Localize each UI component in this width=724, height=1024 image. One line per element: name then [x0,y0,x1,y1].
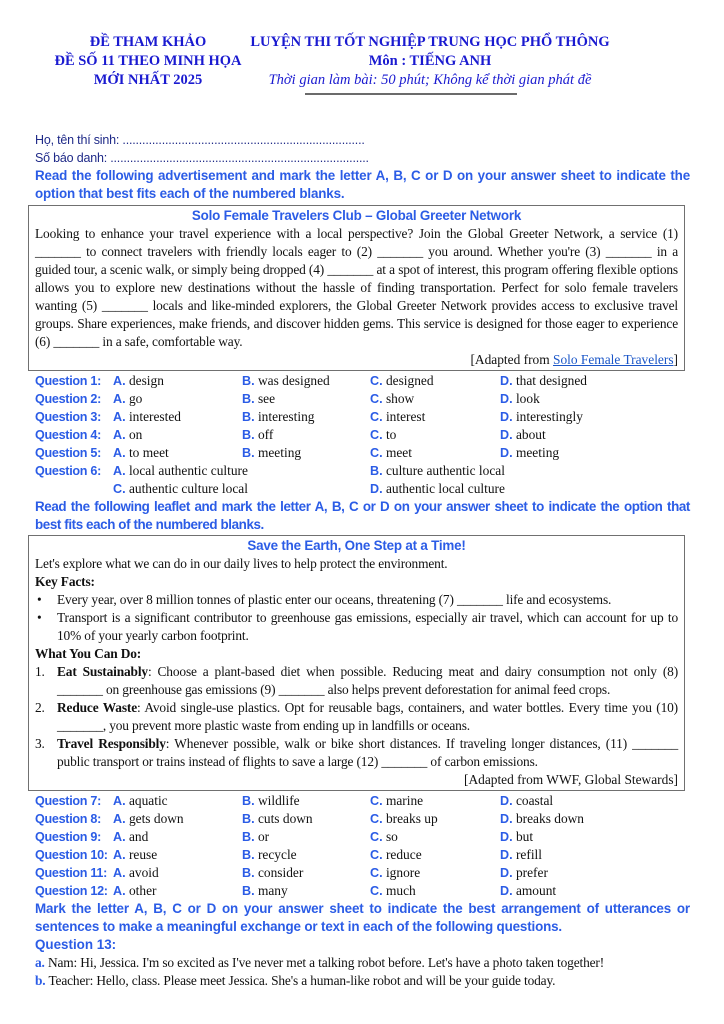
option-c[interactable]: C. show [370,391,415,406]
option-c[interactable]: C. ignore [370,865,421,880]
option-d[interactable]: D. interestingly [500,409,583,424]
option-c[interactable]: C. so [370,829,398,844]
section2-instruction: Read the following leaflet and mark the letter A, B, C or D on your answer sheet to indicate the option that best fits each of the numbered blanks. [35,499,690,532]
key-facts-list [35,591,678,645]
question-row: Question 7: A. aquatic B. wildlife C. marine D. coastal [35,793,554,808]
option-b[interactable]: B. many [242,883,288,898]
exam-type: ĐỀ THAM KHẢO [89,34,207,50]
exam-subject: Môn : TIẾNG ANH [368,53,492,69]
option-b[interactable]: B. wildlife [242,793,300,808]
option-c[interactable]: C. much [370,883,416,898]
option-d[interactable]: D. meeting [500,445,560,460]
section2-questions [35,792,690,900]
actions-heading: What You Can Do: [35,646,142,661]
header-divider [305,93,517,95]
option-a[interactable]: A. avoid [113,865,159,880]
leaflet-box [28,535,685,791]
option-a[interactable]: A. interested [113,409,182,424]
exam-header-left [48,33,248,90]
question-row: Question 6: A. local authentic culture B. culture authentic local [35,463,505,478]
question-row: Question 5: A. to meet B. meeting C. meet D. meeting [35,445,560,460]
option-a[interactable]: A. other [113,883,157,898]
section3-instruction: Mark the letter A, B, C or D on your answer sheet to indicate the best arrangement of utterances or sentences to make a meaningful exchange or text in each of the following questions. [35,901,690,934]
source-link[interactable]: Solo Female Travelers [553,352,674,367]
option-c[interactable]: C. marine [370,793,424,808]
option-b[interactable]: B. culture authentic local [370,463,505,478]
leaflet-intro: Let's explore what we can do in our daily lives to help protect the environment. [35,556,448,571]
key-fact-item: • Every year, over 8 million tonnes of plastic enter our oceans, threatening (7) _______ life and ecosystems. [37,592,612,607]
question-row: Question 11: A. avoid B. consider C. ignore D. prefer [35,865,548,880]
exam-title: LUYỆN THI TỐT NGHIỆP TRUNG HỌC PHỔ THÔNG [250,34,610,50]
actions-list [35,663,678,771]
option-a[interactable]: A. design [113,373,164,388]
option-c[interactable]: C. designed [370,373,434,388]
question-row: Question 9: A. and B. or C. so D. but [35,829,534,844]
candidate-name-field: Họ, tên thí sinh: .......................................................................... [35,133,365,147]
section1-questions [35,372,690,498]
option-c[interactable]: C. reduce [370,847,422,862]
option-c[interactable]: C. authentic culture local [113,481,248,496]
option-a[interactable]: A. reuse [113,847,158,862]
option-a[interactable]: A. go [113,391,143,406]
option-a[interactable]: A. local authentic culture [113,463,248,478]
key-fact-item: • Transport is a significant contributor to greenhouse gas emissions, especially air travel, which can account for up to 10% of your yearly carbon footprint. [37,610,678,643]
question-row: Question 2: A. go B. see C. show D. look [35,391,540,406]
option-b[interactable]: B. cuts down [242,811,313,826]
bullet-icon: • [37,610,42,625]
action-item: 2. Reduce Waste: Avoid single-use plastics. Opt for reusable bags, containers, and water bottles. Every time you (10) _______, you prevent more plastic waste from ending up in landfills or oceans. [35,700,678,733]
advertisement-source: [Adapted from Solo Female Travelers] [470,352,678,367]
option-b[interactable]: B. was designed [242,373,330,388]
option-d[interactable]: D. amount [500,883,557,898]
option-b[interactable]: B. interesting [242,409,315,424]
option-b[interactable]: B. recycle [242,847,297,862]
exam-number: ĐỀ SỐ 11 THEO MINH HỌA [54,53,242,69]
key-facts-heading: Key Facts: [35,574,95,589]
option-a[interactable]: A. aquatic [113,793,168,808]
question-row: Question 10: A. reuse B. recycle C. reduce D. refill [35,847,542,862]
option-d[interactable]: D. prefer [500,865,548,880]
option-c[interactable]: C. interest [370,409,426,424]
option-b[interactable]: B. or [242,829,270,844]
option-c[interactable]: C. breaks up [370,811,438,826]
question-row: Question 1: A. design B. was designed C. designed D. that designed [35,373,587,388]
leaflet-source: [Adapted from WWF, Global Stewards] [464,772,678,787]
action-item: 3. Travel Responsibly: Whenever possible, walk or bike short distances. If traveling longer distances, (11) _______ public transport or trains instead of flights to save a large (12) _______ of carbon emissions. [35,736,678,769]
option-a[interactable]: A. to meet [113,445,169,460]
option-d[interactable]: D. but [500,829,534,844]
candidate-id-field: Số báo danh: ............................................................................... [35,151,369,165]
advertisement-passage: Looking to enhance your travel experience with a local perspective? Join the Global Greeter Network, a service (1) _______ to connect travelers with friendly locals eager to (2) _______ you around. Whether you're (3) _______ in a guided tour, a scenic walk, or simply being dropped (4) _______ at a spot of interest, this program offering flexible options allows you to explore new destinations without the hassle of finding transportation. Perfect for solo female travelers wanting (5) _______ locals and like-minded explorers, the Global Greeter Network provides access to exclusive travel groups. Share experiences, make friends, and discover hidden gems. This service is designed for those eager to experience (6) _______ in a safe, comfortable way. [35,226,678,349]
bullet-icon: • [37,592,42,607]
leaflet-title: Save the Earth, One Step at a Time! [247,538,466,553]
option-a[interactable]: A. and [113,829,149,844]
dialogue-line: b. Teacher: Hello, class. Please meet Jessica. She's a human-like robot and will be your guide today. [35,973,556,988]
question-row: Question 4: A. on B. off C. to D. about [35,427,546,442]
option-d[interactable]: D. about [500,427,546,442]
question-row-continued [35,480,690,498]
option-a[interactable]: A. gets down [113,811,184,826]
exam-content [35,131,690,990]
question-row: Question 8: A. gets down B. cuts down C. breaks up D. breaks down [35,811,585,826]
question-row: Question 3: A. interested B. interesting C. interest D. interestingly [35,409,583,424]
option-b[interactable]: B. consider [242,865,304,880]
option-b[interactable]: B. off [242,427,274,442]
option-b[interactable]: B. meeting [242,445,302,460]
option-d[interactable]: D. look [500,391,540,406]
exam-year: MỚI NHẤT 2025 [93,72,203,88]
dialogue-line: a. Nam: Hi, Jessica. I'm so excited as I've never met a talking robot before. Let's have a photo taken together! [35,955,605,970]
option-c[interactable]: C. to [370,427,397,442]
option-b[interactable]: B. see [242,391,276,406]
option-d[interactable]: D. breaks down [500,811,585,826]
question-row: Question 12: A. other B. many C. much D. amount [35,883,557,898]
option-d[interactable]: D. that designed [500,373,587,388]
exam-time-note: Thời gian làm bài: 50 phút; Không kể thời gian phát đề [268,72,592,88]
advertisement-title: Solo Female Travelers Club – Global Greeter Network [191,208,522,223]
option-d[interactable]: D. coastal [500,793,554,808]
option-a[interactable]: A. on [113,427,143,442]
section1-instruction: Read the following advertisement and mark the letter A, B, C or D on your answer sheet to indicate the option that best fits each of the numbered blanks. [35,168,690,201]
option-d[interactable]: D. authentic local culture [370,481,505,496]
option-d[interactable]: D. refill [500,847,542,862]
exam-header-right [245,33,615,90]
option-c[interactable]: C. meet [370,445,412,460]
advertisement-box [28,205,685,371]
question-13-label: Question 13: [35,937,117,952]
action-item: 1. Eat Sustainably: Choose a plant-based diet when possible. Reducing meat and dairy consumption not only (8) _______ on greenhouse gas emissions (9) _______ also helps prevent deforestation for animal feed crops. [35,664,678,697]
